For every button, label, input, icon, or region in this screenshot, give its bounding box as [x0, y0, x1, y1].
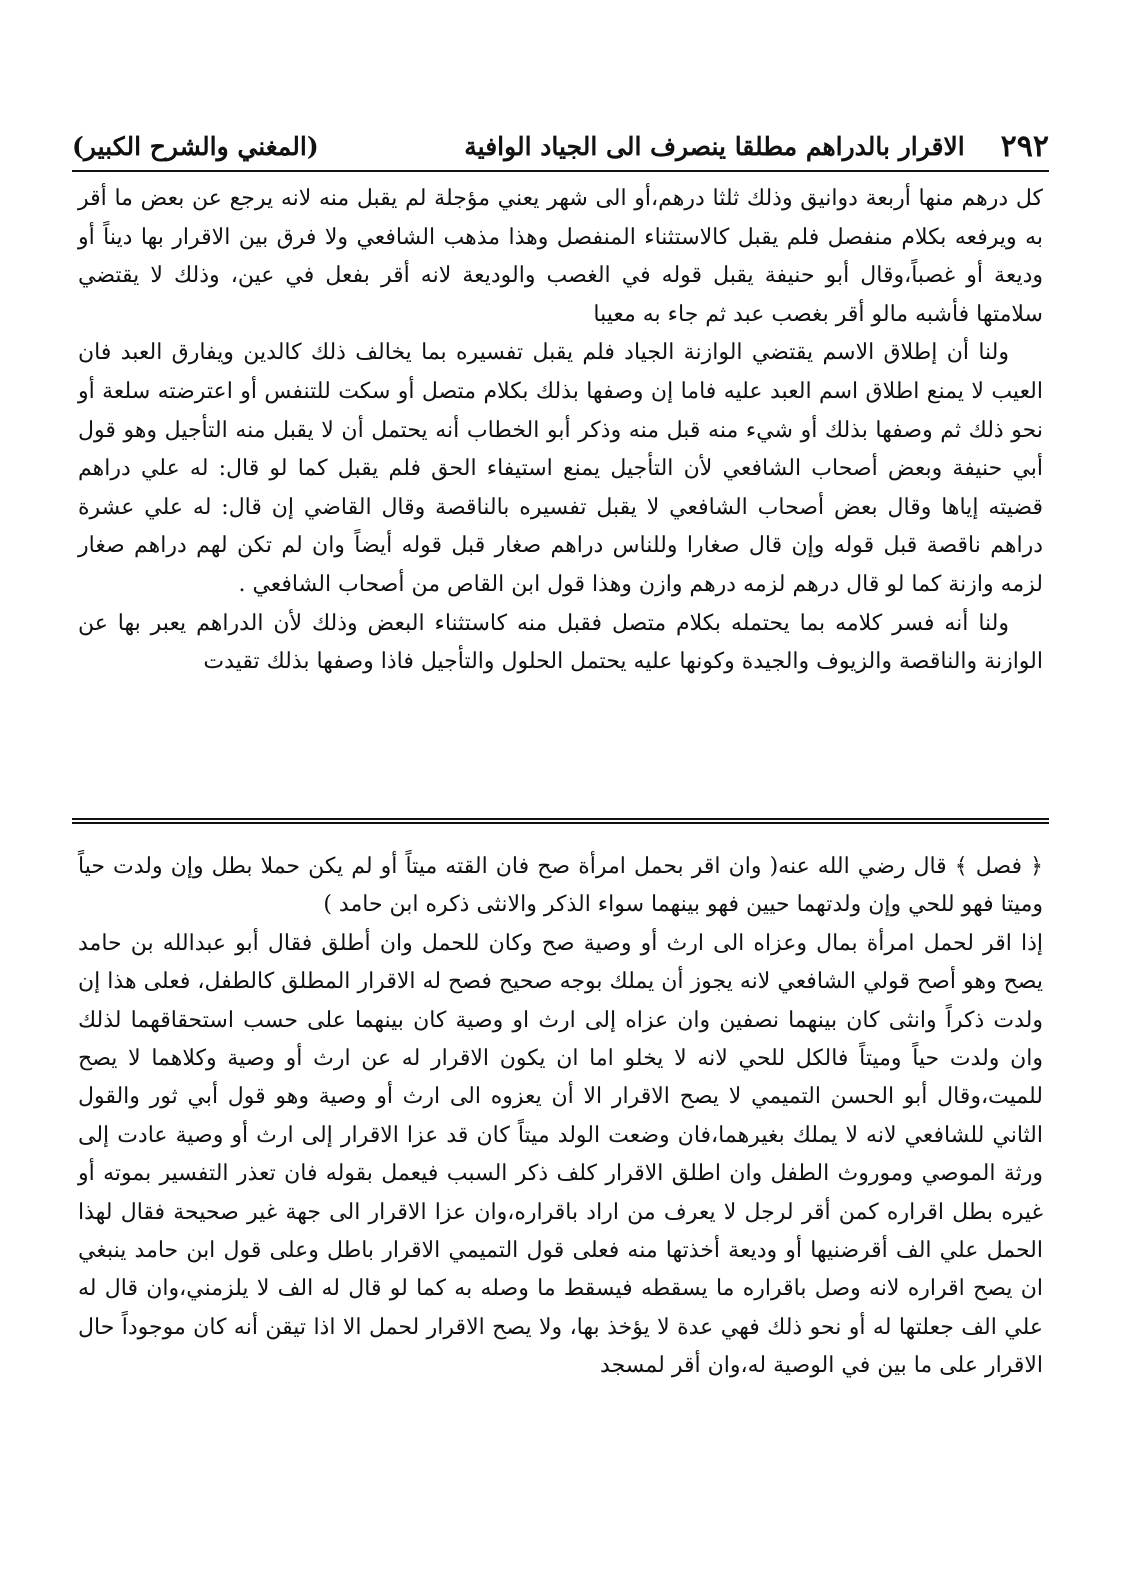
header-rule: [72, 170, 1049, 172]
running-title: الاقرار بالدراهم مطلقا ينصرف الى الجياد الوافية: [464, 131, 965, 161]
page-number: ٢٩٢: [1000, 128, 1049, 164]
commentary-paragraph: ولنا أنه فسر كلامه بما يحتمله بكلام متصل فقبل منه كاستثناء البعض وذلك لأن الدراهم يعبر بها عن الوازنة والناقصة والزيوف والجيدة وكونها عليه يحتمل الحلول والتأجيل فاذا وصفها بذلك تقيدت: [78, 610, 1043, 675]
commentary-paragraph: كل درهم منها أربعة دوانيق وذلك ثلثا درهم،أو الى شهر يعني مؤجلة لم يقبل منه لانه يرجع عن بعض ما أقر به ويرفعه بكلام منفصل فلم يقبل كالاستثناء المنفصل وهذا مذهب الشافعي ولا فرق بين الاقرار بها ديناً أو وديعة أو غصباً،وقال أبو حنيفة يقبل قوله في الغصب والوديعة لانه أقر بفعل في عين، وذلك لا يقتضي سلامتها فأشبه مالو أقر بغصب عبد ثم جاء به معيبا: [78, 186, 1043, 327]
main-paragraph: إذا اقر لحمل امرأة بمال وعزاه الى ارث أو وصية صح وكان للحمل وان أطلق فقال أبو عبدالله بن حامد يصح وهو أصح قولي الشافعي لانه يجوز أن يملك بوجه صحيح فصح له الاقرار المطلق كالطفل، فعلى هذا إن ولدت ذكراً وانثى كان بينهما نصفين وان عزاه إلى ارث او وصية كان بينهما على حسب استحقاقهما لذلك وان ولدت حياً وميتاً فالكل للحي لانه لا يخلو اما ان يكون الاقرار له عن ارث أو وصية وكلاهما لا يصح للميت،وقال أبو الحسن التميمي لا يصح الاقرار الا أن يعزوه الى ارث أو وصية وهو قول أبي ثور والقول الثاني للشافعي لانه لا يملك بغيرهما،فان وضعت الولد ميتاً كان قد عزا الاقرار إلى ارث أو وصية عادت إلى ورثة الموصي وموروث الطفل وان اطلق الاقرار كلف ذكر السبب فيعمل بقوله فان تعذر التفسير بموته أو غيره بطل اقراره كمن أقر لرجل لا يعرف من اراد باقراره،وان عزا الاقرار الى جهة غير صحيحة فقال لهذا الحمل علي الف أقرضنيها أو وديعة أخذتها منه فعلى قول التميمي الاقرار باطل وعلى قول ابن حامد ينبغي ان يصح اقراره لانه وصل باقراره ما يسقطه فيسقط ما وصله به كما لو قال له الف لا يلزمني،وان قال له علي الف جعلتها له أو نحو ذلك فهي عدة لا يؤخذ بها، ولا يصح الاقرار لحمل الا اذا تيقن أنه كان موجوداً حال الاقرار على ما بين في الوصية له،وان أقر لمسجد: [78, 930, 1043, 1379]
page-header: [72, 124, 1049, 168]
commentary-section: [78, 180, 1043, 682]
section-divider: [72, 818, 1049, 826]
main-text-section: [78, 848, 1043, 1386]
book-title: (المغني والشرح الكبير): [72, 131, 319, 161]
section-heading-paragraph: ﴿ فصل ﴾ قال رضي الله عنه( وان اقر بحمل امرأة صح فان القته ميتاً أو لم يكن حملا بطل وإن ولدت حياً وميتا فهو للحي وإن ولدتهما حيين فهو بينهما سواء الذكر والانثى ذكره ابن حامد ): [78, 854, 1043, 918]
commentary-paragraph: ولنا أن إطلاق الاسم يقتضي الوازنة الجياد فلم يقبل تفسيره بما يخالف ذلك كالدين ويفارق العبد فان العيب لا يمنع اطلاق اسم العبد عليه فاما إن وصفها بذلك بكلام متصل أو سكت للتنفس أو اعترضته سلعة أو نحو ذلك ثم وصفها بذلك أو شيء منه قبل منه وذكر أبو الخطاب أنه يحتمل أن لا يقبل منه التأجيل وهو قول أبي حنيفة وبعض أصحاب الشافعي لأن التأجيل يمنع استيفاء الحق فلم يقبل كما لو قال: له علي دراهم قضيته إياها وقال بعض أصحاب الشافعي لا يقبل تفسيره بالناقصة وقال القاضي إن قال: له علي عشرة دراهم ناقصة قبل قوله وإن قال صغارا وللناس دراهم صغار قبل قوله أيضاً وان لم تكن لهم دراهم صغار لزمه وازنة كما لو قال درهم لزمه درهم وازن وهذا قول ابن القاص من أصحاب الشافعي .: [78, 340, 1043, 597]
